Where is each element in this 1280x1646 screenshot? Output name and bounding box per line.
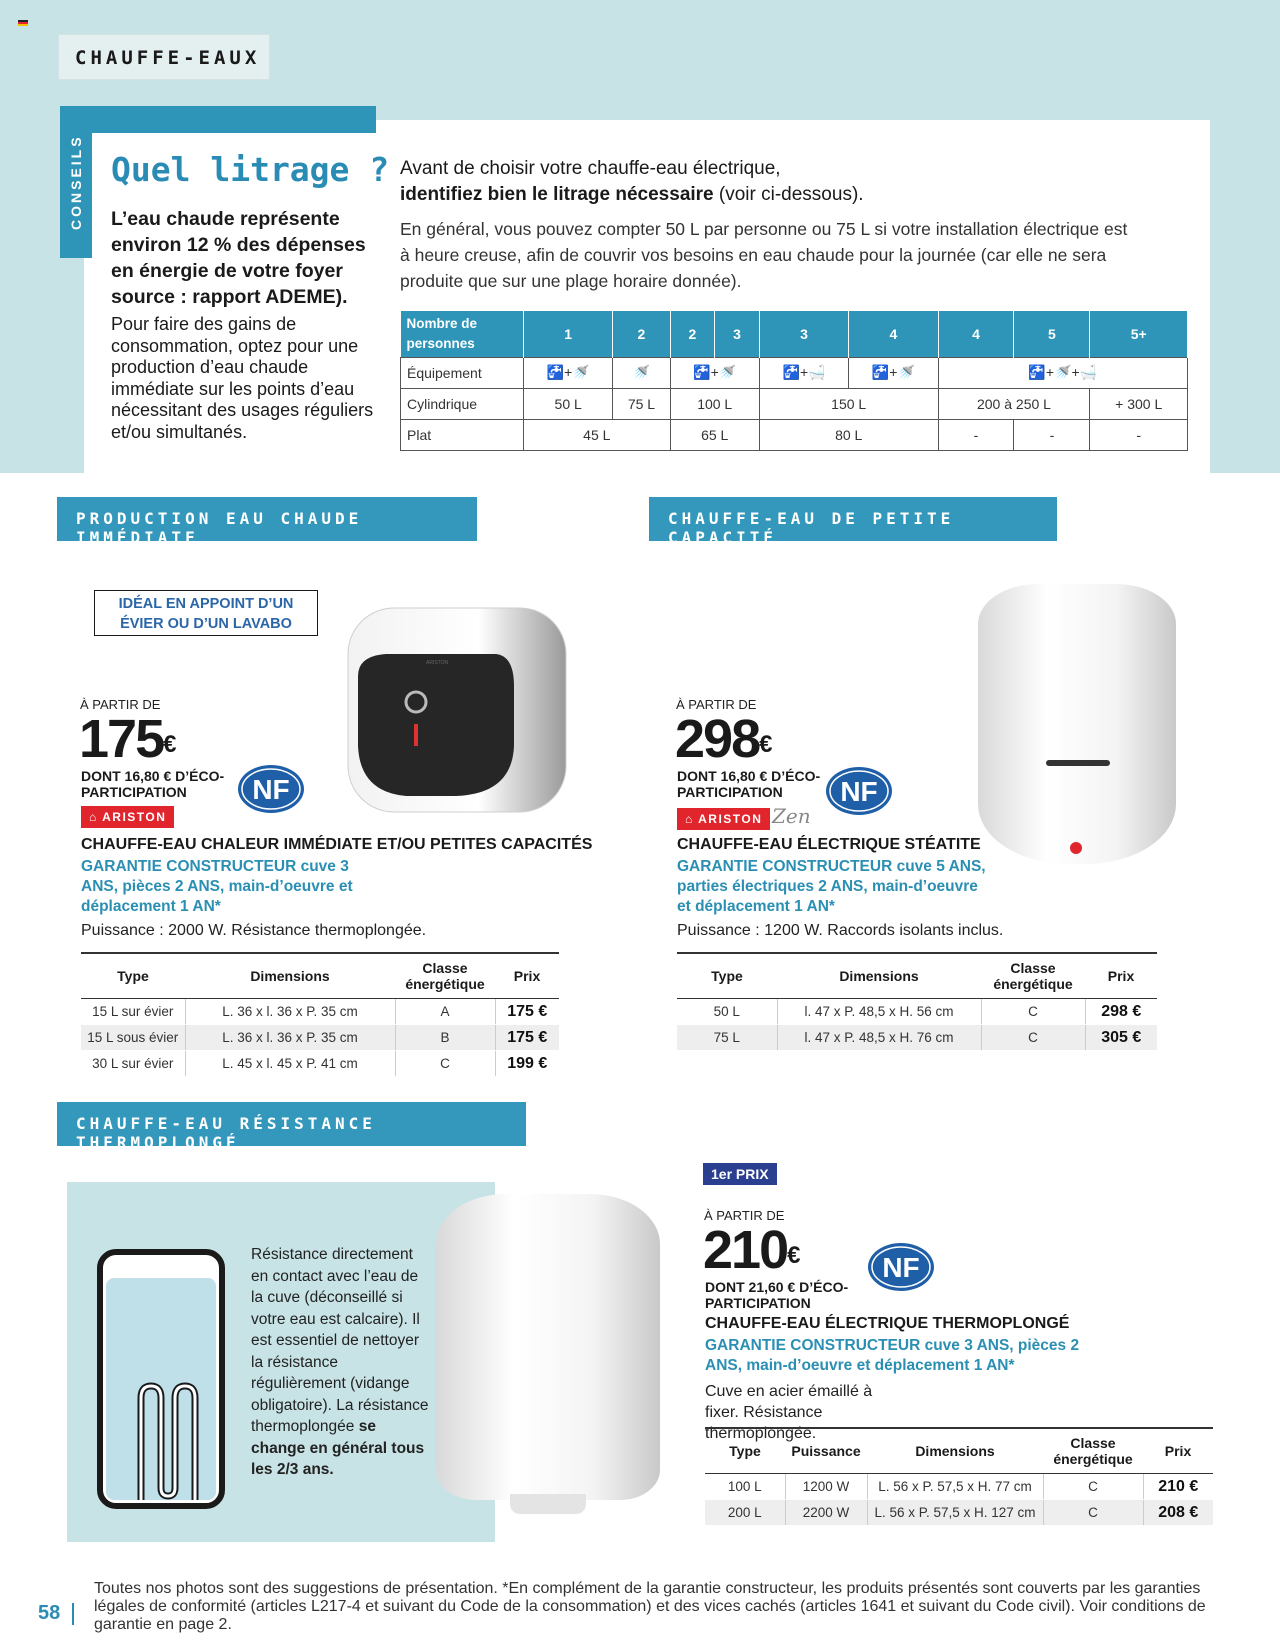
- table-row: [81, 999, 559, 1025]
- ariston-name: ARISTON: [698, 812, 763, 826]
- product1-eco: DONT 16,80 € D’ÉCO-PARTICIPATION: [81, 768, 225, 800]
- bathtub-icon: 🛁: [1079, 364, 1098, 380]
- cell-prix: 298 €: [1085, 999, 1157, 1025]
- tap-icon: 🚰: [1028, 364, 1046, 380]
- nf-logo: [866, 1240, 936, 1294]
- equipment-cell: [613, 357, 670, 388]
- bathtub-icon: 🛁: [808, 364, 826, 380]
- intro-paragraph: En général, vous pouvez compter 50 L par personne ou 75 L si votre installation électrique est à heure creuse, afin de couvrir vos besoins en eau chaude pour la journée (car elle ne sera produite que sur une plage horaire donnée).: [400, 219, 1128, 291]
- cell-classe: C: [1043, 1474, 1143, 1500]
- tap-icon: 🚰: [871, 364, 890, 380]
- shower-icon: 🚿: [1054, 364, 1072, 380]
- cell-puissance: 2200 W: [785, 1500, 867, 1526]
- cell-type: 50 L: [677, 999, 777, 1025]
- nf-mark: NF: [840, 776, 878, 807]
- product1-from: À PARTIR DE: [80, 697, 161, 712]
- cell-type: 15 L sur évier: [81, 999, 185, 1025]
- table-row: [677, 1025, 1157, 1051]
- product1-image: [346, 606, 570, 816]
- advice-lead: L’eau chaude représente environ 12 % des dépenses en énergie de votre foyer source : rapport ADEME).: [111, 208, 366, 308]
- col-classe: Classe énergétique: [1043, 1428, 1143, 1474]
- tap-icon: 🚰: [546, 364, 565, 380]
- ariston-icon: ⌂: [685, 812, 699, 826]
- product1-price: [79, 709, 177, 769]
- col-type: Type: [677, 953, 777, 999]
- cell-classe: C: [395, 1051, 495, 1077]
- persons-header: Nombre de personnes: [401, 311, 524, 357]
- equipment-cell: 🚰+🚿: [524, 357, 613, 388]
- cell-prix: 208 €: [1143, 1500, 1213, 1526]
- ariston-icon: ⌂: [89, 810, 103, 824]
- table-row: [705, 1474, 1213, 1500]
- col-dimensions: Dimensions: [777, 953, 981, 999]
- product3-table: [705, 1427, 1213, 1526]
- small-heater-illustration: [346, 606, 570, 816]
- product2-table: [677, 952, 1157, 1051]
- product3-desc: Cuve en acier émaillé à fixer. Résistance thermoplongée.: [705, 1383, 873, 1442]
- product3-title: CHAUFFE-EAU ÉLECTRIQUE THERMOPLONGÉ: [705, 1315, 1070, 1332]
- product1-title: CHAUFFE-EAU CHALEUR IMMÉDIATE ET/OU PETITES CAPACITÉS: [81, 836, 593, 853]
- persons-cell: 3: [759, 311, 848, 357]
- equipment-cell: 🚰+🚿: [849, 357, 938, 388]
- ideal-badge: IDÉAL EN APPOINT D’UN ÉVIER OU D’UN LAVABO: [94, 590, 318, 636]
- thermo-text-regular: Résistance directement en contact avec l’eau de la cuve (déconseillé si votre eau est calcaire). Il est essentiel de nettoyer la résistance régulièrement (vidange obligatoire). La résistance thermoplongée: [251, 1246, 429, 1435]
- shower-icon: 🚿: [632, 364, 651, 380]
- logo-text: ARISTON: [426, 660, 449, 666]
- cell-prix: 305 €: [1085, 1025, 1157, 1051]
- product2-price: [675, 709, 773, 769]
- cyl-cell: 150 L: [759, 388, 938, 419]
- shower-icon: 🚿: [718, 364, 737, 380]
- equipment-cell: 🚰+🚿: [670, 357, 759, 388]
- intro-bold: identifiez bien le litrage nécessaire: [400, 184, 714, 205]
- persons-cell: 1: [524, 311, 613, 357]
- advice-text: Pour faire des gains de consommation, optez pour une production d’eau chaude immédiate sur les points d’eau nécessitant des usages réguliers et/ou simultanés.: [111, 314, 374, 442]
- product2-desc: Puissance : 1200 W. Raccords isolants inclus.: [677, 922, 1004, 939]
- product3-price: [703, 1220, 801, 1280]
- intro-line-2: [400, 184, 864, 206]
- cell-prix: 199 €: [495, 1051, 559, 1077]
- persons-cell: 4: [849, 311, 938, 357]
- cyl-cell: 200 à 250 L: [938, 388, 1090, 419]
- cell-classe: B: [395, 1025, 495, 1051]
- thermo-text-bold: se change en général tous les 2/3 ans.: [251, 1418, 425, 1478]
- product1-currency: €: [163, 731, 177, 758]
- section-title: CHAUFFE-EAUX: [58, 34, 270, 80]
- banner-production-immediate: PRODUCTION EAU CHAUDE IMMÉDIATE: [57, 497, 477, 541]
- table-row: [677, 999, 1157, 1025]
- shower-icon: 🚿: [897, 364, 915, 380]
- product2-price-value: 298: [675, 709, 760, 769]
- col-dimensions: Dimensions: [867, 1428, 1043, 1474]
- product2-eco: DONT 16,80 € D’ÉCO-PARTICIPATION: [677, 768, 821, 800]
- plat-cell: 65 L: [670, 419, 759, 450]
- col-puissance: Puissance: [785, 1428, 867, 1474]
- cell-classe: C: [1043, 1500, 1143, 1526]
- col-type: Type: [705, 1428, 785, 1474]
- product3-eco: DONT 21,60 € D’ÉCO-PARTICIPATION: [705, 1279, 849, 1311]
- col-dimensions: Dimensions: [185, 953, 395, 999]
- first-price-badge: 1er PRIX: [703, 1163, 777, 1185]
- cell-dimensions: L. 36 x l. 36 x P. 35 cm: [185, 999, 395, 1025]
- cyl-cell: 50 L: [524, 388, 613, 419]
- cell-dimensions: L. 56 x P. 57,5 x H. 77 cm: [867, 1474, 1043, 1500]
- plat-label: Plat: [401, 419, 524, 450]
- product2-from: À PARTIR DE: [676, 697, 757, 712]
- product3-price-value: 210: [703, 1220, 788, 1280]
- page-number: 58: [38, 1602, 61, 1624]
- table-row: [81, 1051, 559, 1077]
- cell-prix: 175 €: [495, 1025, 559, 1051]
- heater-base: [510, 1494, 586, 1514]
- shower-icon: 🚿: [572, 364, 590, 380]
- tank-diagram: [96, 1248, 226, 1510]
- cylindrique-label: Cylindrique: [401, 388, 524, 419]
- indicator-light-icon: [1070, 842, 1082, 854]
- cell-classe: C: [981, 999, 1085, 1025]
- intro-line-1: Avant de choisir votre chauffe-eau électrique,: [400, 158, 781, 179]
- product2-title: CHAUFFE-EAU ÉLECTRIQUE STÉATITE: [677, 836, 981, 853]
- persons-cell: 2: [670, 311, 715, 357]
- product1-garantie: GARANTIE CONSTRUCTEUR cuve 3 ANS, pièces 2 ANS, main-d’oeuvre et déplacement 1 AN*: [81, 858, 353, 915]
- footer-legal-text: Toutes nos photos sont des suggestions de présentation. *En complément de la garantie constructeur, les produits présentés sont couverts par les garanties légales de conformité (articles L217-4 et suivant du Code de la consommation) et des vices cachés (articles 1641 et suivant du Code civil). Voir conditions de garantie en page 2.: [94, 1580, 1206, 1633]
- cell-dimensions: l. 47 x P. 48,5 x H. 56 cm: [777, 999, 981, 1025]
- table-row: [705, 1500, 1213, 1526]
- nf-mark: NF: [882, 1252, 920, 1283]
- col-prix: Prix: [1143, 1428, 1213, 1474]
- col-type: Type: [81, 953, 185, 999]
- cell-type: 200 L: [705, 1500, 785, 1526]
- litrage-table: [400, 311, 1188, 451]
- product2-image: [978, 584, 1176, 864]
- heater-brand-strip: [1046, 760, 1110, 766]
- product2-currency: €: [759, 731, 773, 758]
- intro-rest: (voir ci-dessous).: [713, 184, 864, 205]
- cell-prix: 210 €: [1143, 1474, 1213, 1500]
- col-classe: Classe énergétique: [981, 953, 1085, 999]
- cell-type: 15 L sous évier: [81, 1025, 185, 1051]
- equipment-cell: 🚰+🛁: [759, 357, 848, 388]
- flag-icon: [18, 20, 28, 28]
- zen-logo: Zen: [772, 804, 811, 828]
- cell-type: 75 L: [677, 1025, 777, 1051]
- ariston-logo: [677, 808, 770, 830]
- persons-cell: 3: [715, 311, 760, 357]
- equipment-cell: 🚰+🚿+🛁: [938, 357, 1188, 388]
- nf-logo: [236, 762, 306, 816]
- cell-dimensions: L. 56 x P. 57,5 x H. 127 cm: [867, 1500, 1043, 1526]
- product1-desc: Puissance : 2000 W. Résistance thermoplongée.: [81, 922, 427, 939]
- advice-strip: [60, 106, 376, 133]
- cell-puissance: 1200 W: [785, 1474, 867, 1500]
- persons-cell: 4: [938, 311, 1014, 357]
- cyl-cell: 100 L: [670, 388, 759, 419]
- plat-cell: -: [1090, 419, 1188, 450]
- persons-cell: 5: [1014, 311, 1090, 357]
- product1-price-value: 175: [79, 709, 164, 769]
- plat-cell: -: [1014, 419, 1090, 450]
- cell-dimensions: l. 47 x P. 48,5 x H. 76 cm: [777, 1025, 981, 1051]
- cell-prix: 175 €: [495, 999, 559, 1025]
- tap-icon: 🚰: [782, 364, 800, 380]
- banner-petite-capacite: CHAUFFE-EAU DE PETITE CAPACITÉ: [649, 497, 1057, 541]
- plat-cell: -: [938, 419, 1014, 450]
- persons-cell: 2: [613, 311, 670, 357]
- banner-resistance-thermoplonge: CHAUFFE-EAU RÉSISTANCE THERMOPLONGÉ: [57, 1102, 526, 1146]
- product1-table: [81, 952, 559, 1077]
- cell-type: 30 L sur évier: [81, 1051, 185, 1077]
- table-row: [81, 1025, 559, 1051]
- ariston-logo: [81, 806, 174, 828]
- plat-cell: 80 L: [759, 419, 938, 450]
- col-prix: Prix: [1085, 953, 1157, 999]
- cell-classe: C: [981, 1025, 1085, 1051]
- cell-dimensions: L. 45 x l. 45 x P. 41 cm: [185, 1051, 395, 1077]
- product3-garantie: GARANTIE CONSTRUCTEUR cuve 3 ANS, pièces 2 ANS, main-d’oeuvre et déplacement 1 AN*: [705, 1337, 1080, 1374]
- advice-title: Quel litrage ?: [111, 150, 390, 189]
- col-prix: Prix: [495, 953, 559, 999]
- cyl-cell: 75 L: [613, 388, 670, 419]
- nf-mark: NF: [252, 774, 290, 805]
- tap-icon: 🚰: [693, 364, 711, 380]
- page-number-divider: [72, 1603, 74, 1625]
- equipment-label: Équipement: [401, 357, 524, 388]
- product2-garantie: GARANTIE CONSTRUCTEUR cuve 5 ANS, parties électriques 2 ANS, main-d’oeuvre et déplacement 1 AN*: [677, 858, 986, 915]
- col-classe: Classe énergétique: [395, 953, 495, 999]
- product3-currency: €: [787, 1242, 801, 1269]
- plat-cell: 45 L: [524, 419, 671, 450]
- nf-logo: [824, 764, 894, 818]
- thermo-info-text: [251, 1244, 431, 1481]
- conseils-tag: CONSEILS: [68, 134, 84, 230]
- cell-dimensions: L. 36 x l. 36 x P. 35 cm: [185, 1025, 395, 1051]
- ariston-name: ARISTON: [102, 810, 167, 824]
- cyl-cell: + 300 L: [1090, 388, 1188, 419]
- cell-type: 100 L: [705, 1474, 785, 1500]
- cell-classe: A: [395, 999, 495, 1025]
- persons-cell: 5+: [1090, 311, 1188, 357]
- product3-from: À PARTIR DE: [704, 1208, 785, 1223]
- immersion-resistance-icon: [96, 1248, 226, 1510]
- product3-image: [436, 1194, 660, 1500]
